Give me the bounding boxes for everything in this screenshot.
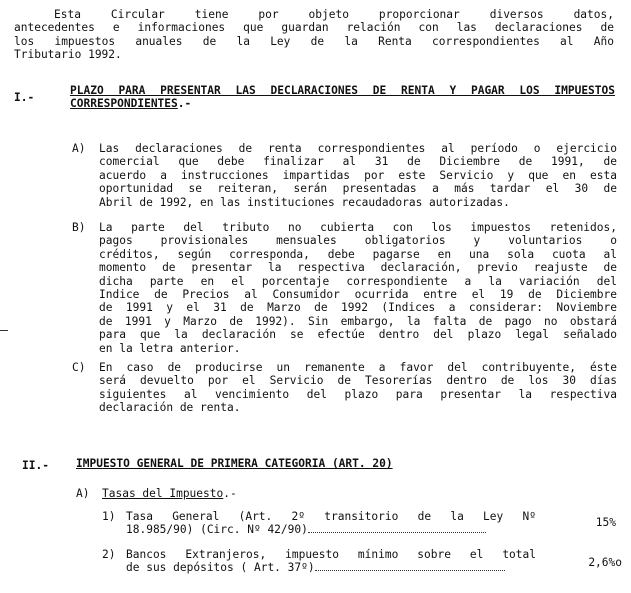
item-label: B) <box>72 221 86 234</box>
rate-line <box>126 523 536 536</box>
section-1-title-line-2: CORRESPONDIENTES <box>70 97 178 111</box>
rate-line-2: 18.985/90) (Circ. Nº 42/90) <box>126 523 308 537</box>
section-1-title-suffix: .- <box>177 97 192 111</box>
rate-label: 1) <box>102 510 116 523</box>
rate-value: 2,6%o <box>588 556 622 569</box>
item-label: C) <box>72 361 86 374</box>
intro-line: Esta Circular tiene por objeto proporcionar diversos datos, <box>54 8 614 21</box>
rate-text <box>126 510 536 537</box>
item-line: será devuelto por el Servicio de Tesorerías dentro de los 30 días <box>99 374 617 388</box>
item-line: Indice de Precios al Consumidor ocurrida entre el 19 de Diciembre <box>99 288 617 302</box>
item-line: pagos provisionales mensuales obligatorios y voluntarios o <box>99 234 617 248</box>
item-label: A) <box>72 142 86 155</box>
section-1-number: I.- <box>14 91 35 104</box>
item-line: declaración de renta. <box>99 401 241 415</box>
item-line: de 1991 y Marzo de 1992). Sin embargo, la falta de pago no obstará <box>99 314 617 328</box>
rate-line: Bancos Extranjeros, impuesto mínimo sobre el total <box>126 548 536 561</box>
item-line: dicha parte en el porcentaje correspondiente a la variación del <box>99 274 617 288</box>
rate-line: Tasa General (Art. 2º transitorio de la Ley Nº <box>126 510 536 523</box>
section-2-sub-label: A) <box>76 487 90 500</box>
item-line: para que la declaración se efectúe dentro del plazo legal señalado <box>99 328 617 342</box>
item-line: créditos, según corresponda, debe pagarse en una sola cuota al <box>99 247 617 261</box>
item-line: En caso de producirse un remanente a favor del contribuyente, éste <box>99 361 617 374</box>
section-2-number: II.- <box>22 459 49 472</box>
rate-text <box>126 548 536 575</box>
item-text <box>99 221 617 355</box>
dot-leader <box>315 561 505 571</box>
section-1-title-line: PLAZO PARA PRESENTAR LAS DECLARACIONES DE RENTA Y PAGAR LOS IMPUESTOS <box>70 84 615 97</box>
intro-line: antecedentes e informaciones que guardan relación con las declaraciones de <box>14 21 614 35</box>
item-line: siguientes al vencimiento del plazo para presentar la respectiva <box>99 387 617 401</box>
rate-label: 2) <box>102 548 116 561</box>
item-line: Abril de 1992, en las instituciones recaudadoras autorizadas. <box>99 195 510 209</box>
item-line: Las declaraciones de renta correspondientes al período o ejercicio <box>99 142 617 155</box>
item-text <box>99 361 617 415</box>
item-line: La parte del tributo no cubierta con los impuestos retenidos, <box>99 221 617 234</box>
item-line: de 1991 y el 31 de Marzo de 1992 (Indices a considerar: Noviembre <box>99 301 617 315</box>
item-line: oportunidad se reiteran, serán presentadas a más tardar el 30 de <box>99 182 617 196</box>
item-line: comercial que debe finalizar al 31 de Diciembre de 1991, de <box>99 155 617 169</box>
rate-line-2: de sus depósitos ( Art. 37º) <box>126 561 315 575</box>
margin-mark <box>0 330 8 331</box>
section-2-sub-title-suffix: .- <box>223 487 237 500</box>
dot-leader <box>308 523 486 533</box>
section-2-sub-title-text: Tasas del Impuesto <box>102 487 224 500</box>
rate-value: 15% <box>595 516 616 529</box>
item-line: en la letra anterior. <box>99 341 241 355</box>
intro-line: Tributario 1992. <box>14 48 122 62</box>
section-2-title: IMPUESTO GENERAL DE PRIMERA CATEGORIA (ART. 20) <box>76 457 393 470</box>
section-2-sub-title <box>102 487 237 500</box>
rate-line <box>126 561 536 574</box>
section-1-title-line <box>70 97 615 110</box>
intro-paragraph <box>14 8 614 62</box>
item-line: acuerdo a instrucciones impartidas por este Servicio y que en esta <box>99 168 617 182</box>
intro-line: los impuestos anuales de la Ley de la Renta correspondientes al Año <box>14 34 614 48</box>
item-text <box>99 142 617 209</box>
section-1-title <box>70 84 615 111</box>
item-line: momento de presentar la respectiva declaración, previo reajuste de <box>99 261 617 275</box>
